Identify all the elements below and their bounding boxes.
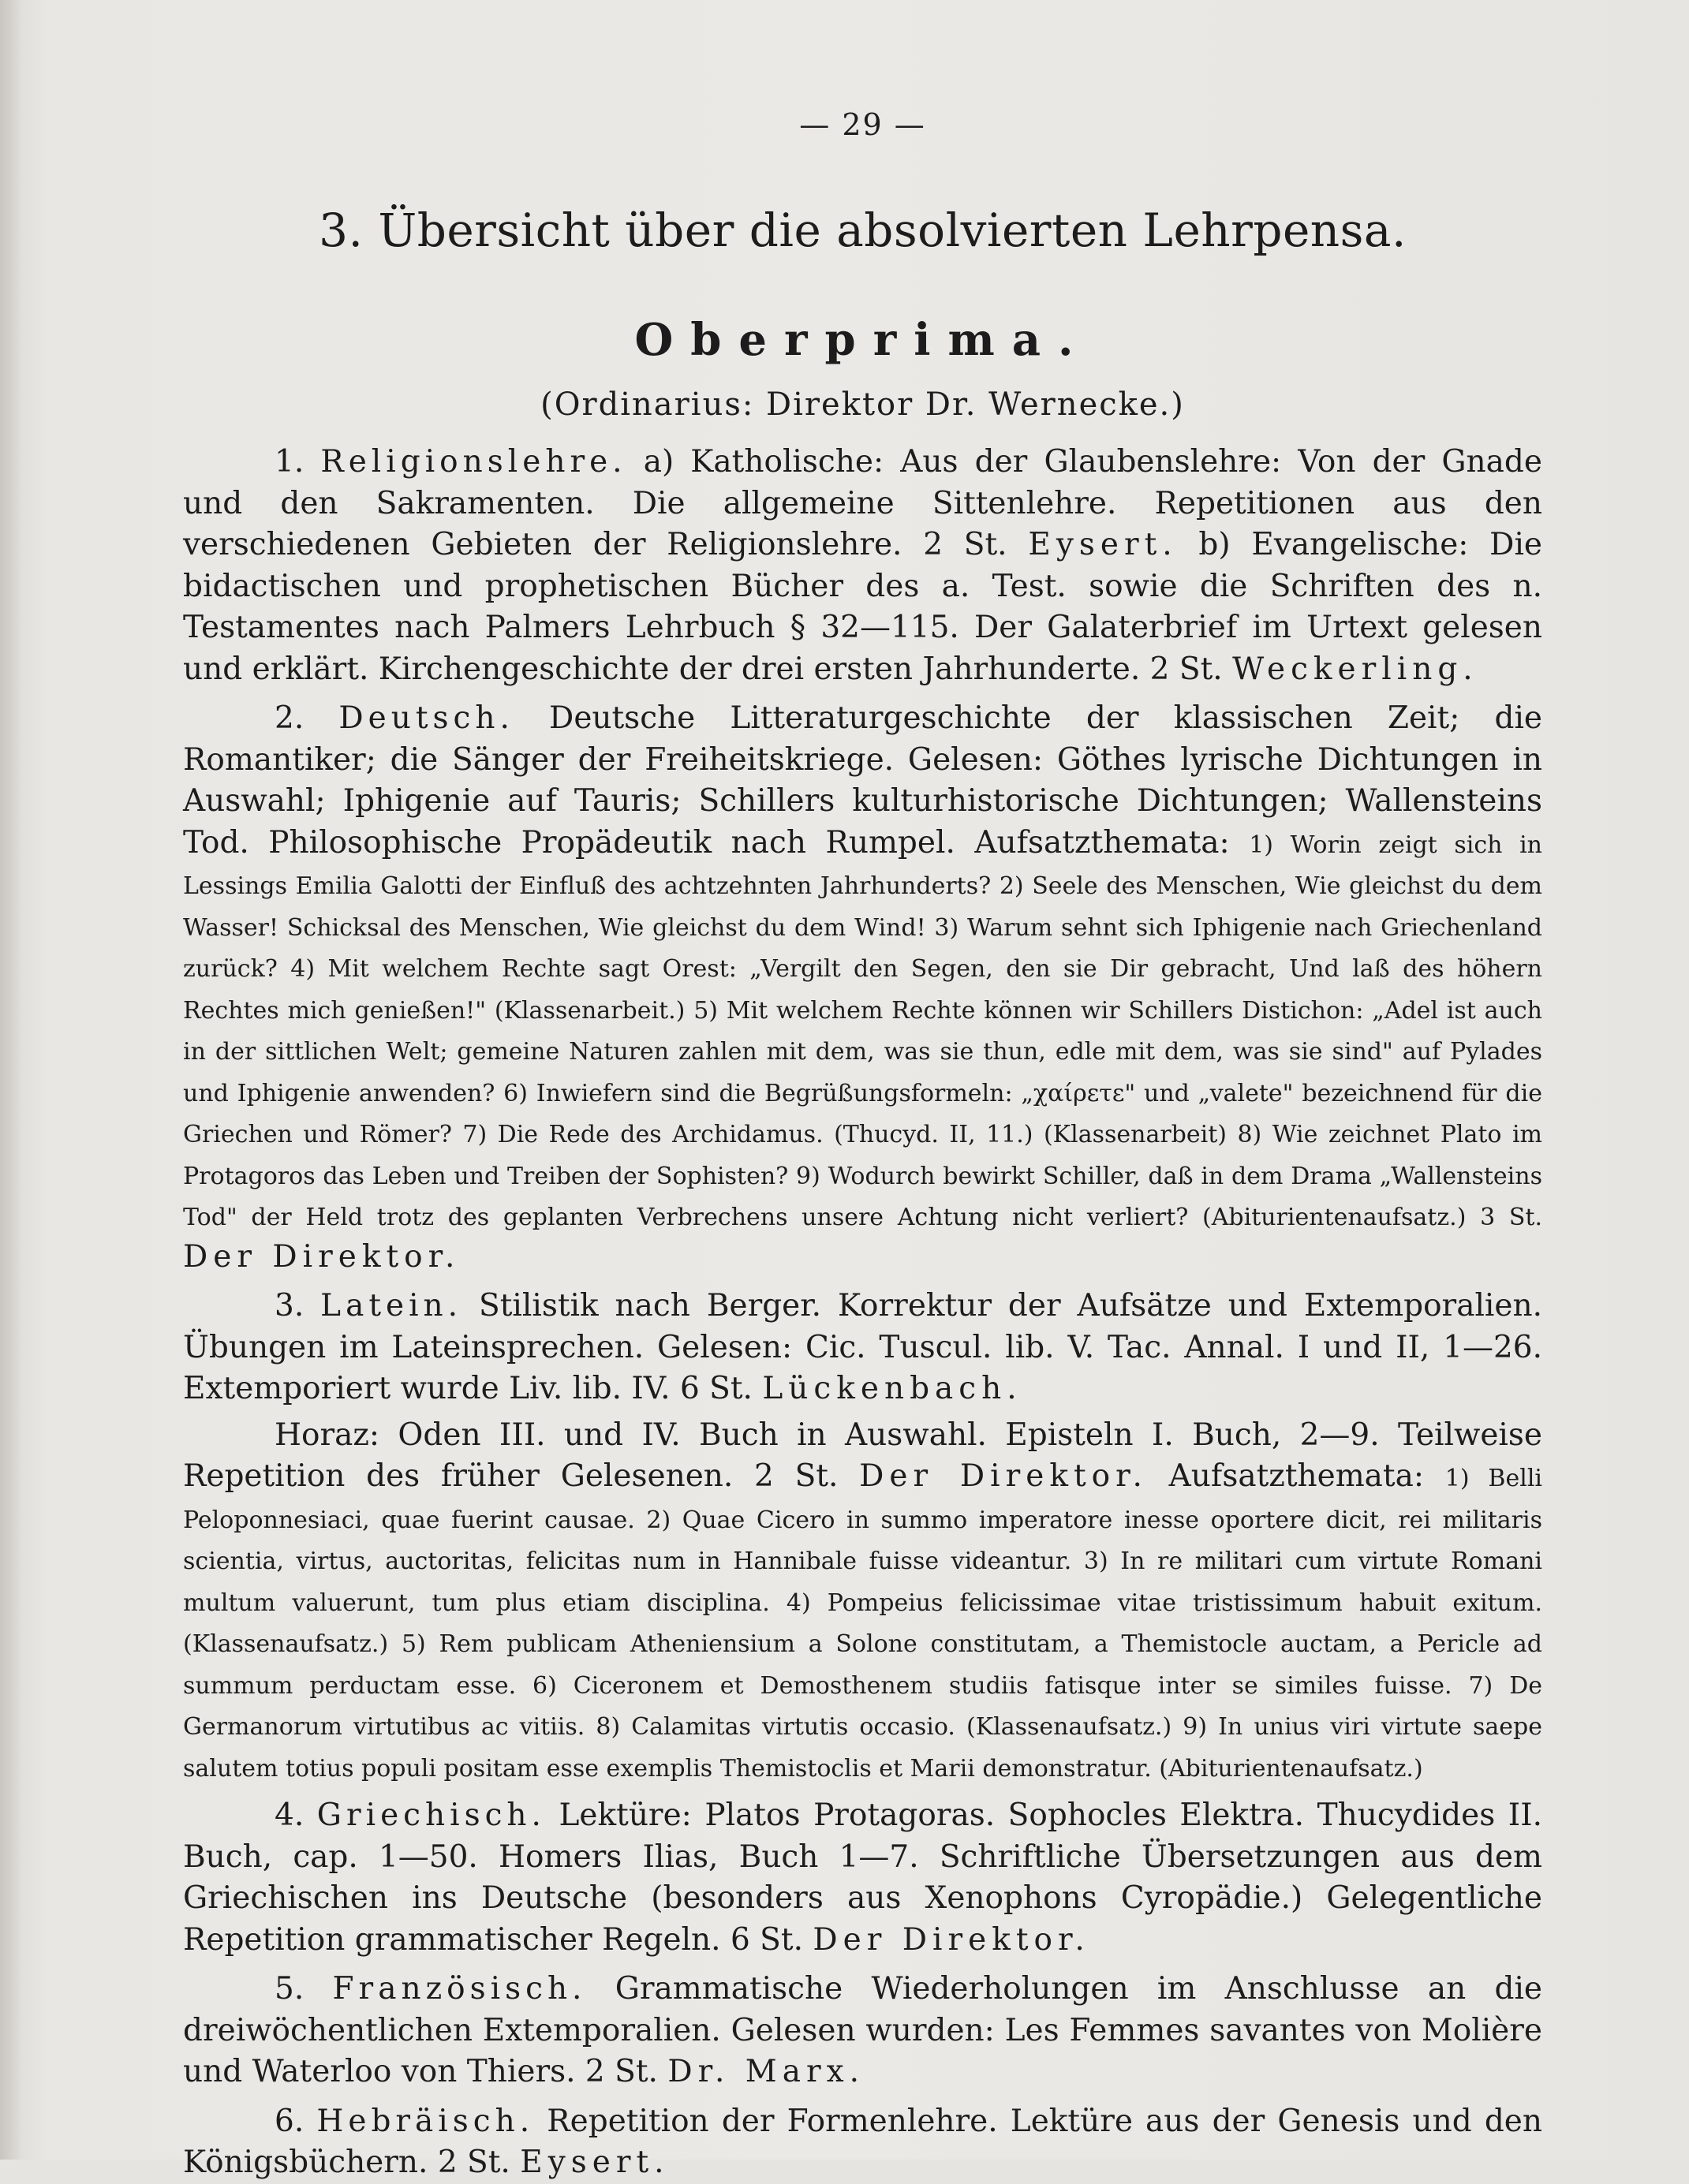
subject-text: Stilistik nach Berger. Korrektur der Aufsätze und Extemporalien. Übungen im Lateinsprechen. Gelesen: Cic. Tuscul. lib. V. Tac. Annal. I und II, 1—26. Extemporiert wurde Liv. lib. IV. 6 St. <box>183 1288 1542 1406</box>
subject-number: 5. <box>275 1971 305 2007</box>
subject-religion <box>183 442 1542 690</box>
subject-number: 2. <box>275 700 305 736</box>
subject-greek <box>183 1795 1542 1961</box>
teacher-name: Dr. Marx. <box>667 2054 865 2089</box>
subject-heading: Latein. <box>320 1288 463 1323</box>
subject-french <box>183 1969 1542 2093</box>
subject-heading: Deutsch. <box>338 700 514 736</box>
teacher-name: Der Direktor. <box>859 1458 1148 1494</box>
teacher-name: Lückenbach. <box>762 1371 1022 1406</box>
teacher-name: Eysert. <box>1028 527 1178 562</box>
subject-text: Deutsche Litteraturgeschichte der klassischen Zeit; die Romantiker; die Sänger der Freiheitskriege. Gelesen: Göthes lyrische Dichtungen in Auswahl; Iphigenie auf Tauris; Schillers kulturhistorische Dichtungen; Wallensteins Tod. Philosophische Propädeutik nach Rumpel. Aufsatzthemata: <box>183 700 1542 861</box>
subject-latin-horace <box>183 1415 1542 1788</box>
page-number: — 29 — <box>799 107 926 142</box>
subject-number: 1. <box>275 444 305 480</box>
essay-themes: 1) Belli Peloponnesiaci, quae fuerint causae. 2) Quae Cicero in summo imperatore inesse oportere dicit, rei militaris scientia, virtus, auctoritas, felicitas num in Hannibale fuisse videantur. 3) In re militari cum virtute Romani multum valuerunt, tum plus etiam disciplina. 4) Pompeius felicissimae vitae tristissimum habuit exitum. (Klassenaufsatz.) 5) Rem publicam Atheniensium a Solone constitutam, a Themistocle auctam, a Pericle ad summum perductam esse. 6) Ciceronem et Demosthenem studiis fatisque inter se similes fuisse. 7) De Germanorum virtutibus ac vitiis. 8) Calamitas virtutis occasio. (Klassenaufsatz.) 9) In unius viri virtute saepe salutem totius populi positam esse exemplis Themistoclis et Marii demonstratur. (Abiturientenaufsatz.) <box>183 1465 1543 1783</box>
section-title: 3. Übersicht über die absolvierten Lehrpensa. <box>319 203 1407 257</box>
themes-label: Aufsatzthemata: <box>1168 1458 1424 1494</box>
teacher-name: Weckerling. <box>1232 651 1478 687</box>
subject-heading: Religionslehre. <box>320 444 627 480</box>
subject-latin <box>183 1286 1542 1410</box>
subject-german <box>183 698 1542 1278</box>
teacher-name: Der Direktor. <box>813 1921 1090 1958</box>
subject-text-b: b) Evangelische: Die bidactischen und prophetischen Bücher des a. Test. sowie die Schriften des n. Testamentes nach Palmers Lehrbuch § 32—115. Der Galaterbrief im Urtext gelesen und erklärt. Kirchengeschichte der drei ersten Jahrhunderte. 2 St. <box>183 527 1542 687</box>
subject-hebrew <box>183 2101 1542 2184</box>
subject-text: Grammatische Wiederholungen im Anschlusse an die dreiwöchentlichen Extemporalien. Gelesen wurden: Les Femmes savantes von Molière und Waterloo von Thiers. 2 St. <box>183 1971 1542 2089</box>
subject-heading: Französisch. <box>332 1971 587 2007</box>
subject-text: Horaz: Oden III. und IV. Buch in Auswahl. Episteln I. Buch, 2—9. Teilweise Repetition des früher Gelesenen. 2 St. <box>183 1417 1542 1494</box>
essay-themes: 1) Worin zeigt sich in Lessings Emilia Galotti der Einfluß des achtzehnten Jahrhunderts? 2) Seele des Menschen, Wie gleichst du dem Wasser! Schicksal des Menschen, Wie gleichst du dem Wind! 3) Warum sehnt sich Iphigenie nach Griechenland zurück? 4) Mit welchem Rechte sagt Orest: „Vergilt den Segen, den sie Dir gebracht, Und laß des höhern Rechtes mich genießen!" (Klassenarbeit.) 5) Mit welchem Rechte können wir Schillers Distichon: „Adel ist auch in der sittlichen Welt; gemeine Naturen zahlen mit dem, was sie thun, edle mit dem, was sie sind" auf Pylades und Iphigenie anwenden? 6) Inwiefern sind die Begrüßungsformeln: „χαίρετε" und „valete" bezeichnend für die Griechen und Römer? 7) Die Rede des Archidamus. (Thucyd. II, 11.) (Klassenarbeit) 8) Wie zeichnet Plato im Protagoros das Leben und Treiben der Sophisten? 9) Wodurch bewirkt Schiller, daß in dem Drama „Wallensteins Tod" der Held trotz des geplanten Verbrechens unsere Achtung nicht verliert? (Abiturientenaufsatz.) 3 St. <box>183 831 1542 1231</box>
subject-heading: Griechisch. <box>316 1798 546 1833</box>
subject-number: 4. <box>275 1798 305 1833</box>
subject-heading: Hebräisch. <box>316 2103 535 2139</box>
class-title: Oberprima. <box>634 314 1091 366</box>
teacher-name: Eysert. <box>520 2145 670 2180</box>
page-edge-shadow <box>0 0 22 2160</box>
subject-number: 6. <box>275 2103 305 2139</box>
ordinarius-line: (Ordinarius: Direktor Dr. Wernecke.) <box>540 386 1185 423</box>
subject-text: a) Katholische: Aus der Glaubenslehre: Von der Gnade und den Sakramenten. Die allgemeine Sittenlehre. Repetitionen aus den verschiedenen Gebieten der Religionslehre. 2 St. <box>183 444 1542 562</box>
subject-number: 3. <box>275 1288 305 1323</box>
subject-text: Repetition der Formenlehre. Lektüre aus der Genesis und den Königsbüchern. 2 St. <box>183 2103 1542 2180</box>
teacher-name: Der Direktor. <box>183 1238 461 1275</box>
subject-text: Lektüre: Platos Protagoras. Sophocles Elektra. Thucydides II. Buch, cap. 1—50. Homers Ilias, Buch 1—7. Schriftliche Übersetzungen aus dem Griechischen ins Deutsche (besonders aus Xenophons Cyropädie.) Gelegentliche Repetition grammatischer Regeln. 6 St. <box>183 1798 1542 1958</box>
